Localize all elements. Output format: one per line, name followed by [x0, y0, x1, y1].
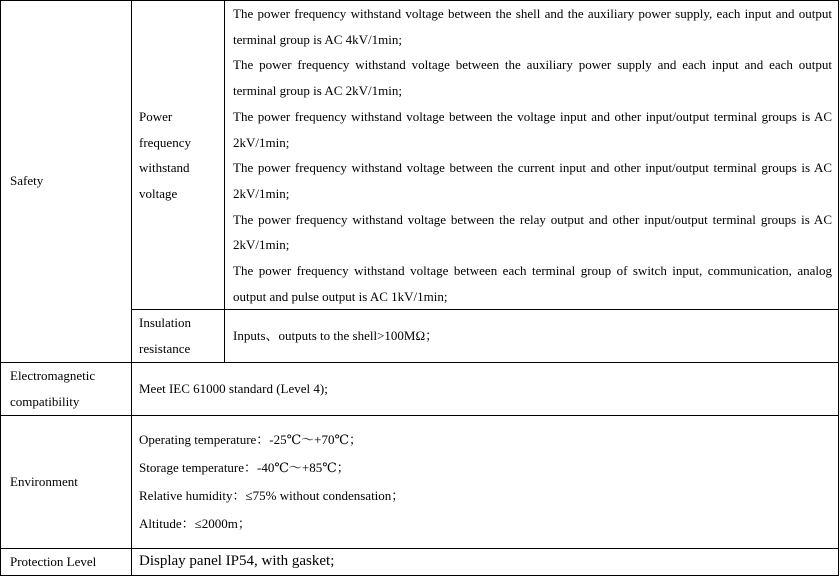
withstand-line: The power frequency withstand voltage between the shell and the auxiliary power supply, each input and output terminal group is AC 4kV/1min; — [233, 6, 832, 47]
safety-row-withstand — [1, 1, 839, 310]
insulation-resistance-label: Insulation resistance — [132, 310, 225, 362]
withstand-line: The power frequency withstand voltage between each terminal group of switch input, communication, analog output and pulse output is AC 1kV/1min; — [233, 263, 832, 304]
environment-line: Relative humidity：≤75% without condensation； — [139, 487, 405, 503]
protection-label: Protection Level — [1, 548, 132, 575]
emc-label: Electromagnetic compatibility — [1, 362, 132, 415]
insulation-resistance-value: Inputs、outputs to the shell>100MΩ； — [225, 310, 839, 362]
emc-value: Meet IEC 61000 standard (Level 4); — [132, 362, 839, 415]
withstand-voltage-details — [225, 1, 839, 310]
environment-line: Altitude：≤2000m； — [139, 515, 251, 531]
emc-row — [1, 362, 839, 415]
withstand-voltage-label: Power frequency withstand voltage — [132, 1, 225, 310]
environment-line: Storage temperature：-40℃～+85℃； — [139, 459, 350, 475]
withstand-line: The power frequency withstand voltage between the relay output and other input/output terminal groups is AC 2kV/1min; — [233, 211, 832, 253]
environment-label: Environment — [1, 415, 132, 548]
environment-line: Operating temperature：-25℃～+70℃； — [139, 431, 363, 447]
withstand-line: The power frequency withstand voltage between the auxiliary power supply and each input and each output terminal group is AC 2kV/1min; — [233, 57, 832, 99]
protection-value: Display panel IP54, with gasket; — [132, 548, 839, 575]
withstand-line: The power frequency withstand voltage between the current input and other input/output terminal groups is AC 2kV/1min; — [233, 160, 832, 201]
environment-details — [132, 415, 839, 548]
environment-row — [1, 415, 839, 548]
safety-label: Safety — [1, 1, 132, 363]
withstand-line: The power frequency withstand voltage between the voltage input and other input/output terminal groups is AC 2kV/1min; — [233, 108, 832, 150]
protection-row — [1, 548, 839, 575]
